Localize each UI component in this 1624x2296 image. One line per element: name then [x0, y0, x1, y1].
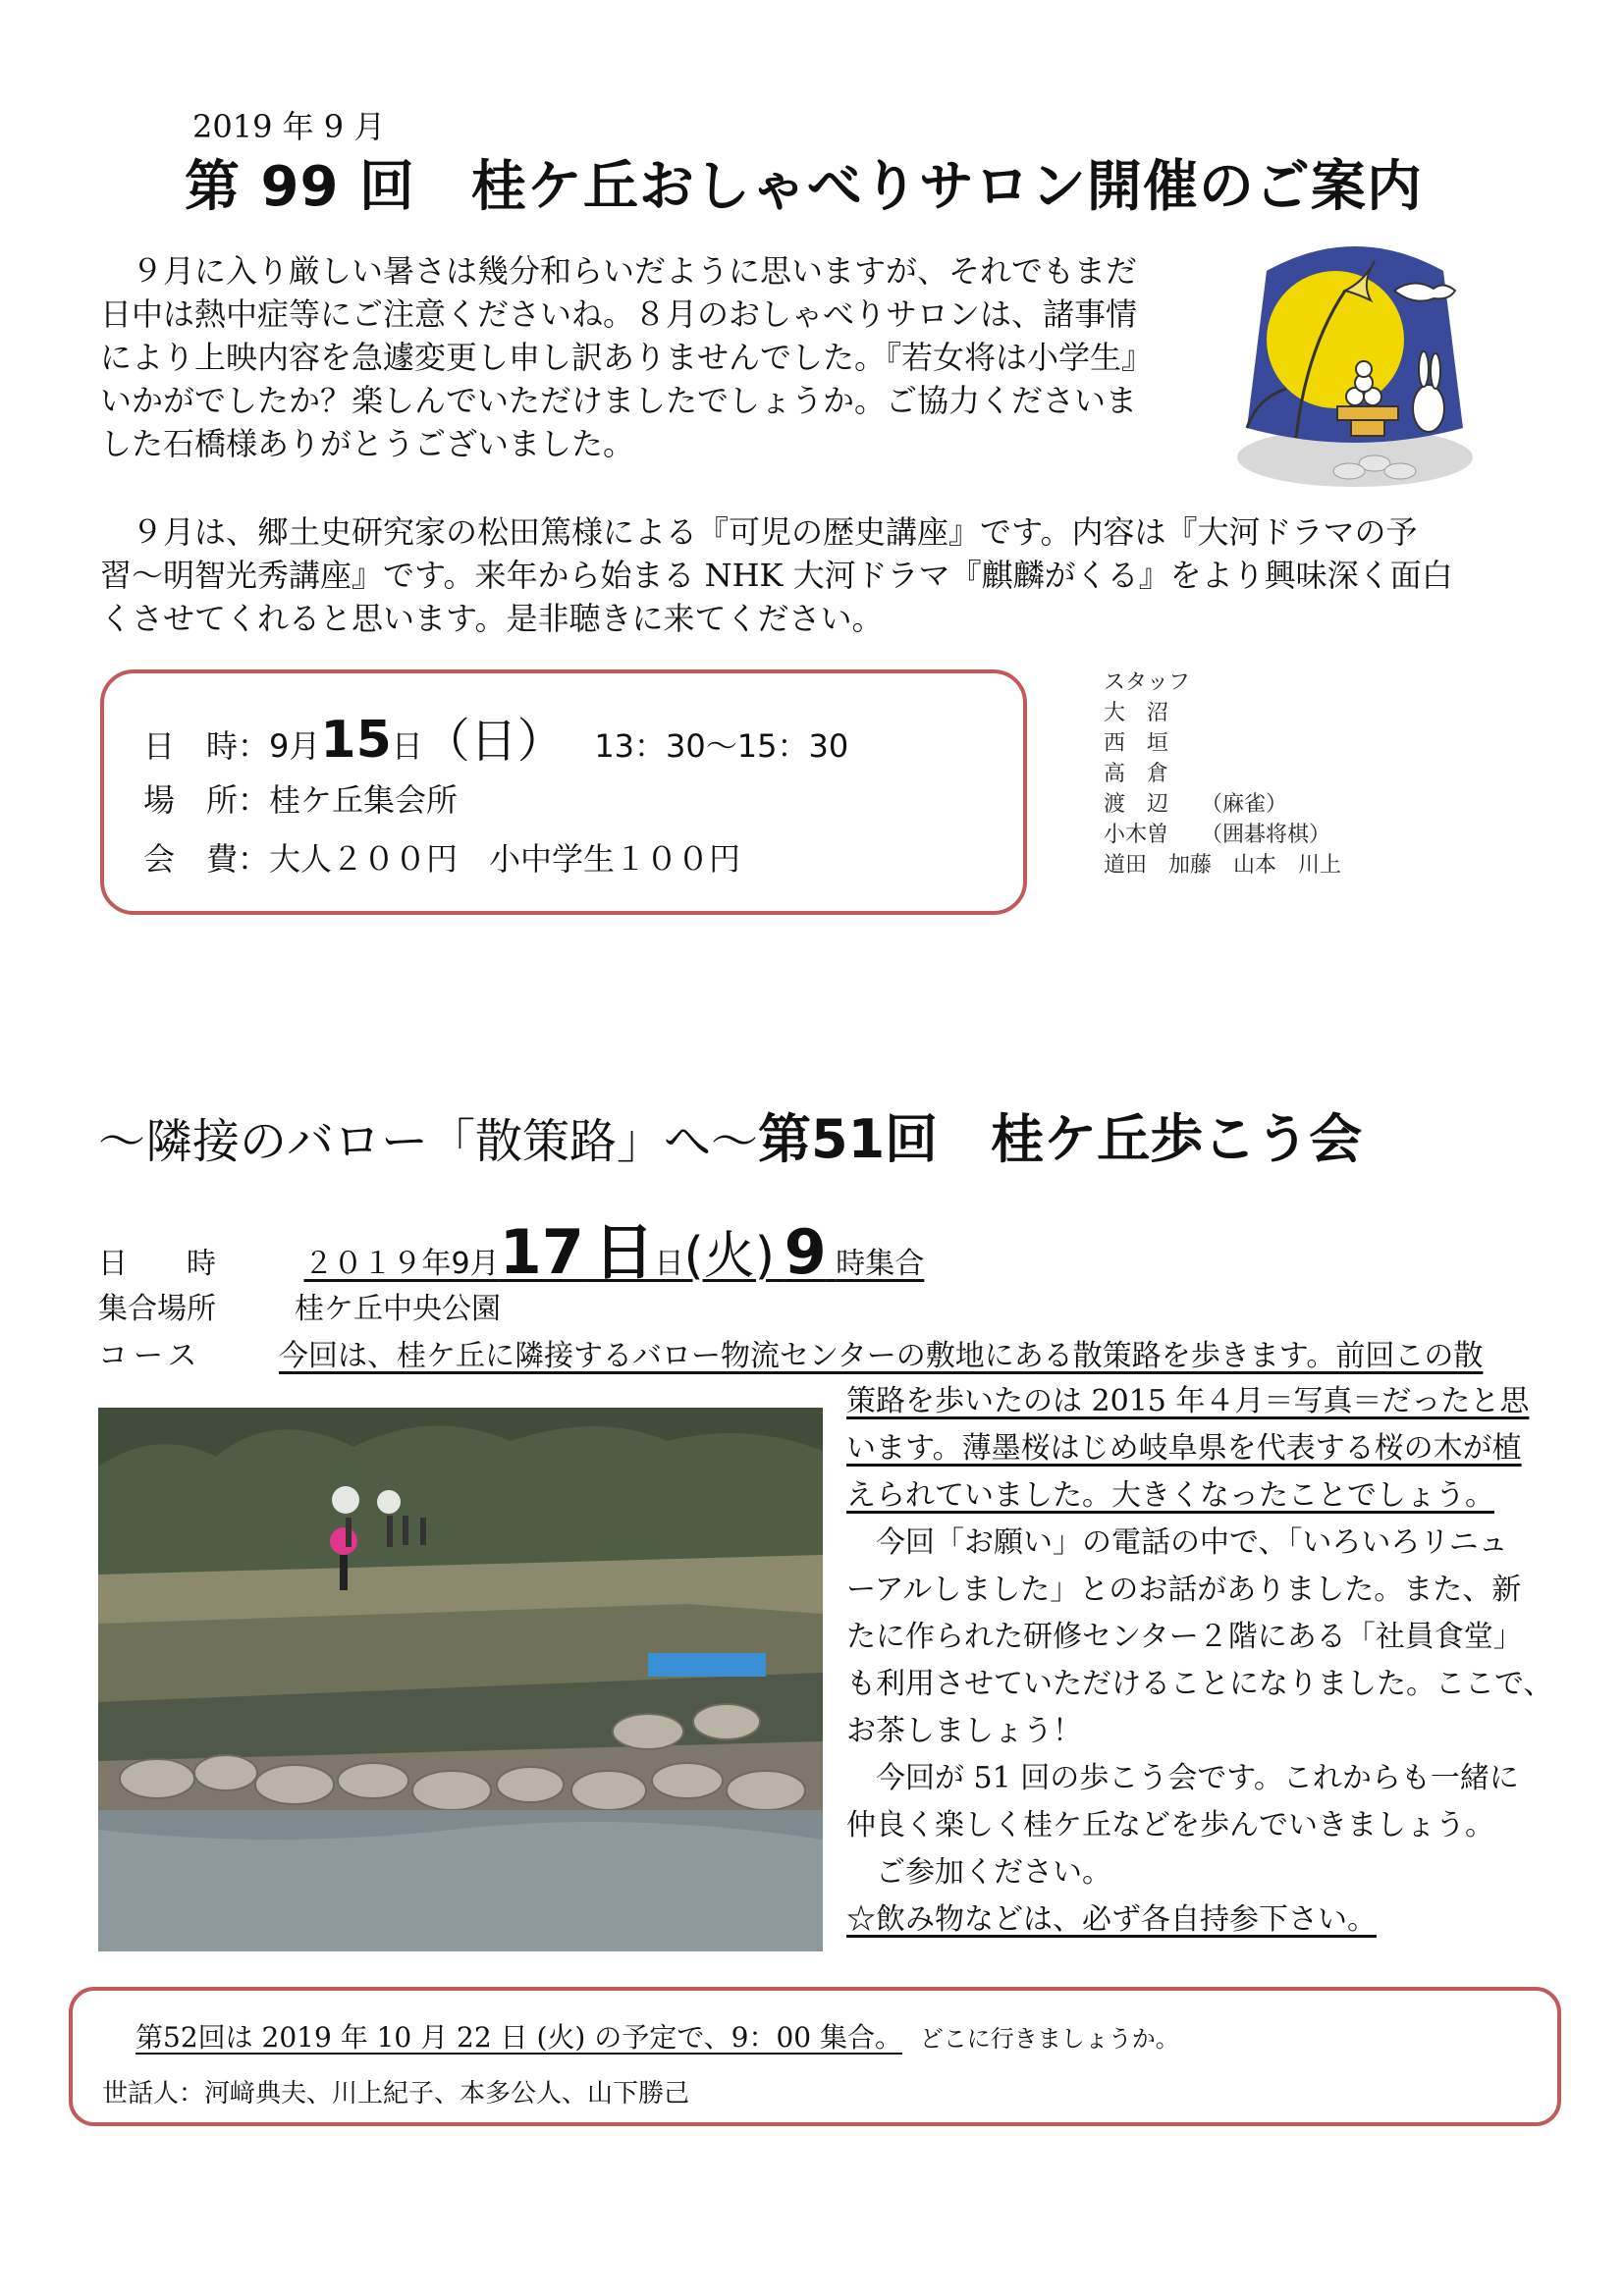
moon-viewing-illustration [1227, 232, 1483, 497]
course-line: 今回が 51 回の歩こう会です。これからも一緒に [846, 1761, 1519, 1795]
staff-member: 大 沼 [1104, 701, 1169, 725]
topic-line: ９月は、郷土史研究家の松田篤様による『可児の歴史講座』です。内容は『大河ドラマの予 [100, 513, 1418, 551]
date-label: 日 時： [143, 727, 270, 765]
walk-date-day: 17 [499, 1216, 584, 1288]
organizers: 世話人：河﨑典夫、川上紀子、本多公人、山下勝己 [102, 2079, 690, 2109]
staff-member: 高 倉 [1104, 762, 1169, 786]
issue-date: 2019 年 9 月 [192, 108, 386, 145]
course-line: お茶しましょう！ [846, 1714, 1082, 1748]
next-meeting-line [135, 2016, 1179, 2056]
next-meeting-tail: どこに行きましょうか。 [919, 2025, 1179, 2053]
course-line-underlined: えられていました。大きくなったことでしょう。 [846, 1478, 1494, 1513]
next-meeting-box [69, 1987, 1561, 2126]
topic-line: くさせてくれると思います。是非聴きに来てください。 [100, 600, 884, 637]
intro-line: ９月に入り厳しい暑さは幾分和らいだように思いますが、それでもまだ [100, 252, 1138, 290]
date-weekday: （日） [422, 714, 565, 769]
course-line: も利用させていただけることになりました。ここで、 [846, 1667, 1553, 1701]
moon-rabbit-icon [1227, 232, 1483, 497]
walk-place-label: 集合場所 [98, 1292, 216, 1326]
intro-line: した石橋様ありがとうございました。 [100, 425, 635, 462]
staff-member: 小木曽 （囲碁将棋） [1104, 823, 1331, 847]
fee-value: 大人２００円 小中学生１００円 [269, 840, 741, 878]
course-first-line: 今回は、桂ケ丘に隣接するバロー物流センターの敷地にある散策路を歩きます。前回この散 [279, 1339, 1484, 1373]
park-pond-photo-icon [98, 1408, 823, 1951]
staff-member: 渡 辺 （麻雀） [1104, 792, 1288, 817]
walk-gather-hour: 9 [784, 1216, 827, 1288]
course-description [846, 1378, 1552, 1944]
walk-title-main: 第51回 桂ケ丘歩こう会 [758, 1108, 1363, 1170]
date-day: 15 [320, 711, 392, 770]
course-line: ーアルしました」とのお話がありました。また、新 [846, 1573, 1522, 1607]
walk-date-row [98, 1203, 924, 1291]
place-value: 桂ケ丘集会所 [269, 781, 459, 819]
walk-date-day-small: 日 [654, 1247, 684, 1281]
course-line: 仲良く楽しく桂ケ丘などを歩んでいきましょう。 [846, 1808, 1494, 1842]
walk-date-value [303, 1216, 925, 1288]
course-last-line: ☆飲み物などは、必ず各自持参下さい。 [846, 1902, 1377, 1937]
salon-title: 第 99 回 桂ケ丘おしゃべりサロン開催のご案内 [185, 155, 1423, 219]
place-label: 場 所： [143, 781, 270, 819]
salon-topic [100, 510, 1453, 640]
salon-intro [100, 249, 1153, 465]
date-month: 9月 [269, 727, 321, 765]
staff-member: 道田 加藤 山本 川上 [1104, 853, 1342, 878]
course-line: ご参加ください。 [846, 1855, 1111, 1890]
date-time: 13：30～15：30 [594, 727, 849, 765]
fee-label: 会 費： [143, 840, 270, 878]
walk-place-row [98, 1284, 501, 1327]
course-line-underlined: います。薄墨桜はじめ岐阜県を代表する桜の木が植 [846, 1431, 1522, 1466]
walk-place-value: 桂ケ丘中央公園 [295, 1292, 501, 1326]
staff-heading: スタッフ [1104, 670, 1191, 695]
walk-title-prefix: ～隣接のバロー「散策路」へ～ [98, 1114, 759, 1169]
park-photo [98, 1408, 823, 1951]
intro-line: 日中は熱中症等にご注意くださいね。８月のおしゃべりサロンは、諸事情 [100, 295, 1138, 333]
staff-list [1104, 667, 1341, 881]
walk-date-weekday: (火) [683, 1227, 776, 1286]
date-day-suffix: 日 [391, 727, 423, 765]
course-line: 今回「お願い」の電話の中で、「いろいろリニュ [846, 1525, 1508, 1560]
salon-info-box [100, 669, 1027, 915]
next-meeting-text: 第52回は 2019 年 10 月 22 日 (火) の予定で、9：00 集合。 [135, 2021, 902, 2054]
course-label: コース [98, 1339, 203, 1373]
walk-date-label: 日 時 [98, 1247, 216, 1281]
course-line: たに作られた研修センター２階にある「社員食堂」 [846, 1620, 1523, 1654]
staff-member: 西 垣 [1104, 731, 1169, 756]
walk-date-day-big: 日 [593, 1216, 655, 1288]
walk-gather-suffix: 時集合 [836, 1247, 925, 1281]
walk-date-year-month: ２０１９年9月 [303, 1247, 500, 1281]
salon-fee-row [143, 834, 740, 880]
salon-place-row [143, 775, 458, 821]
walk-title [98, 1097, 1362, 1173]
intro-line: により上映内容を急遽変更し申し訳ありませんでした。『若女将は小学生』 [100, 339, 1154, 376]
course-line-underlined: 策路を歩いたのは 2015 年４月＝写真＝だったと思 [846, 1384, 1530, 1418]
intro-line: いかがでしたか？楽しんでいただけましたでしょうか。ご協力くださいま [100, 382, 1138, 419]
topic-line: 習～明智光秀講座』です。来年から始まる NHK 大河ドラマ『麒麟がくる』をより興味深く面白 [100, 557, 1453, 594]
salon-date-row [143, 703, 848, 771]
